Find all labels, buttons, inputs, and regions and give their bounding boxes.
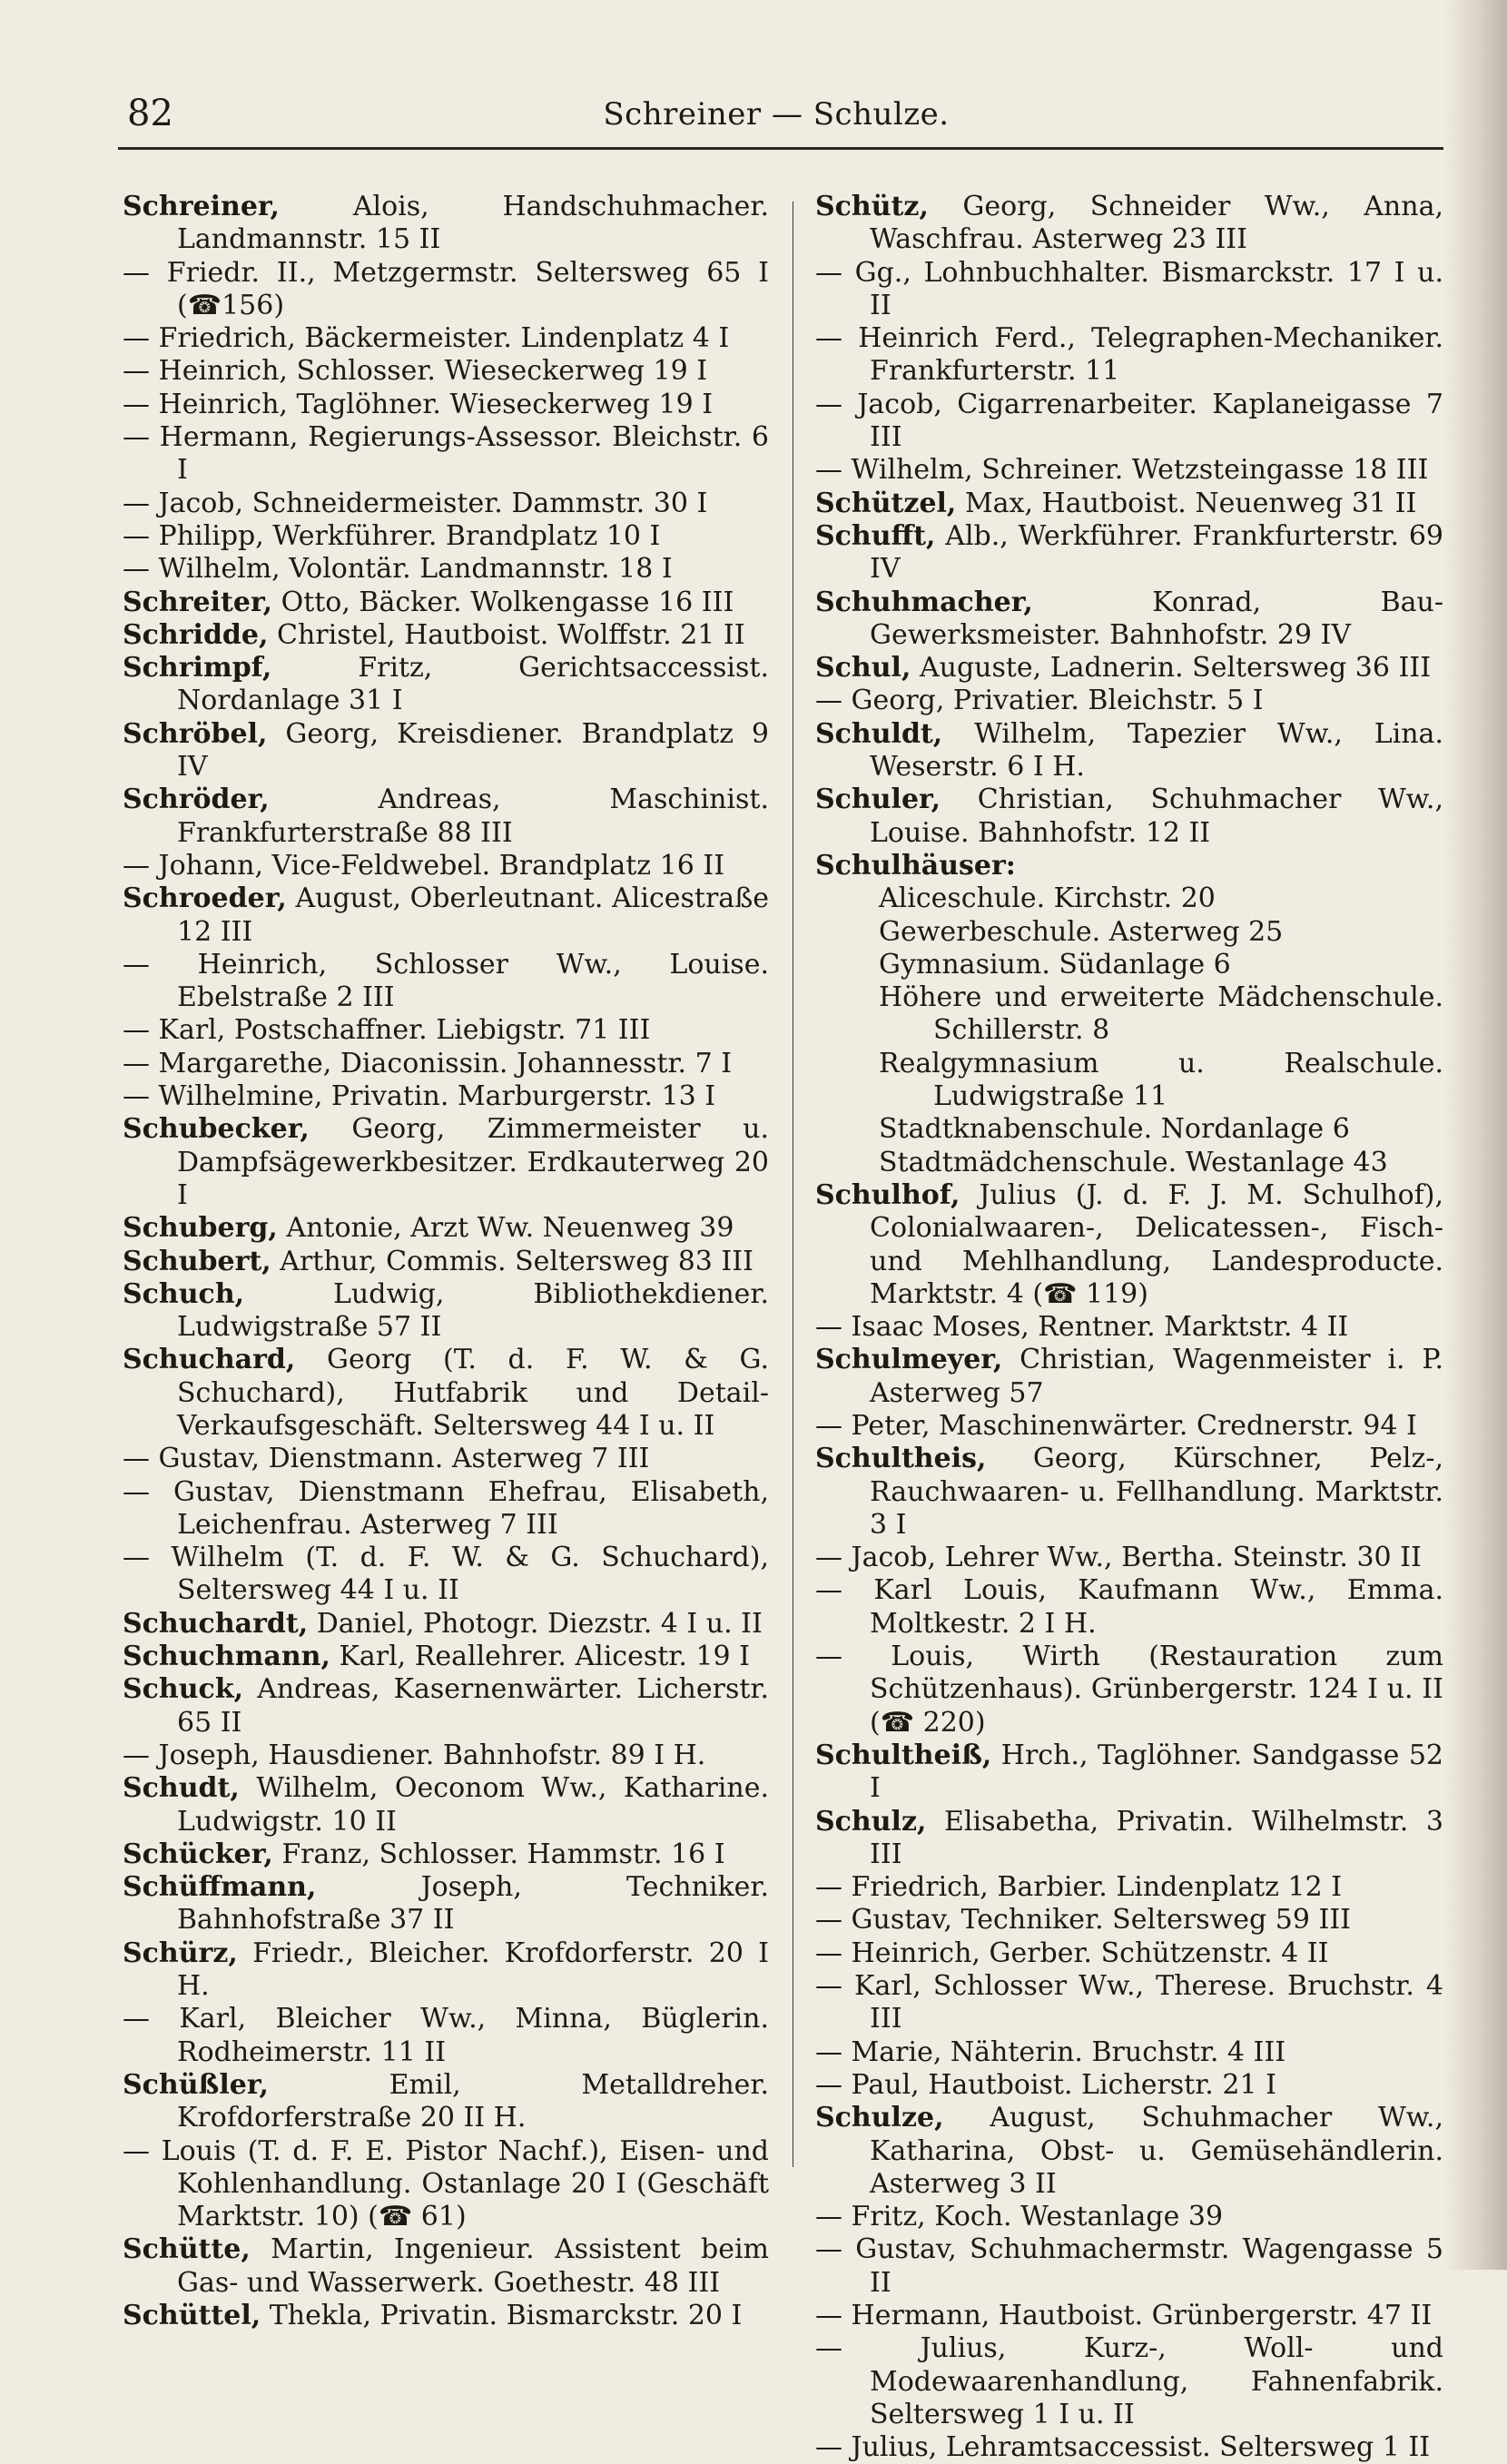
entry-details: — Louis, Wirth (Restauration zum Schützenhaus). Grünbergerstr. 124 I u. II (☎ 220) — [815, 1641, 1443, 1739]
directory-entry — [123, 1772, 769, 1838]
entry-surname: Schröder, — [123, 784, 270, 816]
entry-surname: Schüttel, — [123, 2300, 261, 2331]
entry-surname: Schürz, — [123, 1937, 238, 1969]
entry-details: Stadtknabenschule. Nordanlage 6 — [879, 1113, 1350, 1146]
entry-details: August, Oberleutnant. Alicestraße 12 III — [177, 882, 769, 948]
entry-surname: Schuhmacher, — [815, 586, 1033, 618]
directory-entry — [815, 454, 1443, 487]
entry-details: Thekla, Privatin. Bismarckstr. 20 I — [269, 2300, 743, 2331]
entry-details: Hrch., Taglöhner. Sandgasse 52 I — [870, 1739, 1443, 1805]
directory-entry — [123, 1080, 769, 1113]
entry-details: Georg, Zimmermeister u. Dampfsägewerkbesitzer. Erdkauterweg 20 I — [177, 1113, 769, 1211]
directory-entry — [815, 191, 1443, 257]
entry-details: Höhere und erweiterte Mädchenschule. Schillerstr. 8 — [879, 981, 1443, 1047]
entry-details: Georg, Kreisdiener. Brandplatz 9 IV — [177, 717, 769, 784]
entry-surname: Schultheis, — [815, 1443, 987, 1475]
directory-entry — [123, 1113, 769, 1212]
entry-surname: Schützel, — [815, 487, 957, 519]
entry-details: — Hermann, Hautboist. Grünbergerstr. 47 II — [815, 2300, 1433, 2331]
directory-entry — [815, 916, 1443, 949]
directory-entry — [123, 257, 769, 323]
entry-details: Alb., Werkführer. Frankfurterstr. 69 IV — [870, 519, 1443, 586]
entry-details: — Peter, Maschinenwärter. Crednerstr. 94 I — [815, 1409, 1417, 1442]
directory-entry — [815, 1443, 1443, 1542]
entry-details: — Julius, Lehramtsaccessist. Seltersweg 1 II — [815, 2431, 1431, 2464]
entry-details: Gewerbeschule. Asterweg 25 — [879, 915, 1284, 948]
directory-entry — [123, 1212, 769, 1245]
entry-details: Karl, Reallehrer. Alicestr. 19 I — [339, 1641, 750, 1673]
entry-details: Christian, Wagenmeister i. P. Asterweg 57 — [870, 1344, 1443, 1409]
directory-entry — [815, 882, 1443, 915]
entry-details: — Friedrich, Bäckermeister. Lindenplatz 4 I — [123, 322, 730, 355]
entry-details: — Karl, Schlosser Ww., Therese. Bruchstr. 4 III — [815, 1970, 1443, 2035]
entry-details: — Paul, Hautboist. Licherstr. 21 I — [815, 2068, 1276, 2101]
entry-details: — Jacob, Lehrer Ww., Bertha. Steinstr. 30 II — [815, 1542, 1422, 1574]
entry-details: Konrad, Bau-Gewerksmeister. Bahnhofstr. 29 IV — [870, 586, 1443, 651]
entry-details: — Heinrich, Gerber. Schützenstr. 4 II — [815, 1937, 1329, 1969]
entry-surname: Schüffmann, — [123, 1871, 317, 1904]
directory-entry — [123, 1608, 769, 1641]
directory-entry — [815, 322, 1443, 389]
entry-details: — Wilhelm (T. d. F. W. & G. Schuchard), Seltersweg 44 I u. II — [123, 1542, 769, 1607]
entry-surname: Schreiner, — [123, 191, 280, 222]
entry-details: — Wilhelm, Volontär. Landmannstr. 18 I — [123, 553, 673, 586]
directory-entry — [123, 850, 769, 882]
entry-surname: Schulze, — [815, 2102, 944, 2134]
directory-entry — [123, 2003, 769, 2069]
directory-entry — [123, 2233, 769, 2300]
directory-entry — [815, 2069, 1443, 2102]
directory-entry — [815, 685, 1443, 717]
directory-entry — [815, 784, 1443, 850]
directory-entry — [123, 488, 769, 520]
entry-details: — Jacob, Schneidermeister. Dammstr. 30 I — [123, 487, 708, 519]
entry-surname: Schulhäuser: — [815, 849, 1016, 882]
directory-entry — [123, 882, 769, 949]
entry-surname: Schrimpf, — [123, 652, 272, 685]
entry-details: Friedr., Bleicher. Krofdorferstr. 20 I H. — [177, 1937, 769, 2003]
entry-details: — Heinrich, Schlosser. Wieseckerweg 19 I — [123, 355, 708, 388]
page-header — [118, 89, 1434, 153]
directory-entry — [123, 1443, 769, 1475]
entry-details: — Isaac Moses, Rentner. Marktstr. 4 II — [815, 1311, 1349, 1344]
entry-details: Arthur, Commis. Seltersweg 83 III — [280, 1245, 754, 1277]
entry-details: — Gustav, Schuhmachermstr. Wagengasse 5 II — [815, 2233, 1443, 2299]
directory-entry — [815, 1542, 1443, 1574]
entry-details: — Heinrich, Schlosser Ww., Louise. Ebelstraße 2 III — [123, 948, 769, 1014]
entry-surname: Schufft, — [815, 519, 936, 552]
entry-details: Aliceschule. Kirchstr. 20 — [879, 882, 1216, 915]
entry-surname: Schuck, — [123, 1673, 244, 1706]
entry-details: — Jacob, Cigarrenarbeiter. Kaplaneigasse 7 III — [815, 388, 1443, 454]
directory-entry — [815, 850, 1443, 882]
entry-surname: Schütz, — [815, 191, 929, 222]
directory-entry — [123, 1641, 769, 1673]
right-column — [815, 191, 1443, 2464]
entry-details: — Karl, Postschaffner. Liebigstr. 71 III — [123, 1014, 651, 1047]
directory-entry — [815, 981, 1443, 1048]
entry-surname: Schröbel, — [123, 717, 268, 750]
entry-surname: Schuchard, — [123, 1344, 296, 1376]
directory-entry — [815, 1179, 1443, 1311]
entry-details: Martin, Ingenieur. Assistent beim Gas- und Wasserwerk. Goethestr. 48 III — [177, 2233, 769, 2299]
directory-entry — [815, 2036, 1443, 2069]
directory-entry — [123, 1344, 769, 1443]
entry-details: Daniel, Photogr. Diezstr. 4 I u. II — [316, 1607, 763, 1640]
directory-entry — [123, 355, 769, 388]
directory-entry — [815, 1871, 1443, 1904]
entry-details: Georg, Schneider Ww., Anna, Waschfrau. Asterweg 23 III — [870, 191, 1443, 256]
directory-entry — [123, 619, 769, 652]
directory-entry — [815, 2233, 1443, 2300]
directory-entry — [123, 784, 769, 850]
entry-details: Georg, Kürschner, Pelz-, Rauchwaaren- u. Fellhandlung. Marktstr. 3 I — [870, 1443, 1443, 1541]
directory-entry — [123, 949, 769, 1015]
directory-entry — [123, 652, 769, 718]
directory-entry — [123, 1048, 769, 1080]
directory-entry — [815, 1937, 1443, 1970]
entry-surname: Schuberg, — [123, 1212, 278, 1245]
entry-details: Stadtmädchenschule. Westanlage 43 — [879, 1146, 1388, 1178]
directory-entry — [123, 191, 769, 257]
directory-entry — [815, 1344, 1443, 1410]
directory-entry — [123, 1542, 769, 1608]
entry-details: Joseph, Techniker. Bahnhofstraße 37 II — [177, 1871, 769, 1937]
directory-entry — [815, 257, 1443, 323]
header-rule — [118, 147, 1443, 150]
entry-details: Georg (T. d. F. W. & G. Schuchard), Hutfabrik und Detail-Verkaufsgeschäft. Seltersweg 44 I u. II — [177, 1344, 769, 1442]
entry-details: — Friedrich, Barbier. Lindenplatz 12 I — [815, 1871, 1343, 1904]
directory-entry — [815, 1904, 1443, 1937]
entry-details: Ludwig, Bibliothekdiener. Ludwigstraße 57 II — [177, 1277, 769, 1344]
directory-entry — [815, 389, 1443, 455]
left-column — [123, 191, 769, 2332]
entry-details: Alois, Handschuhmacher. Landmannstr. 15 II — [177, 191, 769, 256]
entry-details: — Gg., Lohnbuchhalter. Bismarckstr. 17 I u. II — [815, 256, 1443, 321]
entry-surname: Schücker, — [123, 1838, 273, 1870]
entry-details: August, Schuhmacher Ww., Katharina, Obst- u. Gemüsehändlerin. Asterweg 3 II — [870, 2102, 1443, 2200]
directory-entry — [123, 1278, 769, 1345]
directory-entry — [123, 1871, 769, 1937]
directory-entry — [815, 949, 1443, 981]
directory-entry — [123, 1937, 769, 2004]
page-number: 82 — [127, 93, 173, 134]
running-title: Schreiner — Schulze. — [603, 96, 950, 133]
entry-surname: Schulhof, — [815, 1178, 960, 1211]
directory-entry — [123, 2135, 769, 2234]
entry-details: — Julius, Kurz-, Woll- und Modewaarenhandlung, Fahnenfabrik. Seltersweg 1 I u. II — [815, 2332, 1443, 2430]
entry-details: Realgymnasium u. Realschule. Ludwigstraße 11 — [879, 1047, 1443, 1113]
directory-entry — [123, 1014, 769, 1047]
entry-surname: Schulmeyer, — [815, 1344, 1003, 1376]
directory-entry — [123, 1246, 769, 1278]
directory-entry — [815, 2300, 1443, 2332]
entry-details: — Gustav, Dienstmann Ehefrau, Elisabeth, Leichenfrau. Asterweg 7 III — [123, 1475, 769, 1541]
entry-surname: Schroeder, — [123, 882, 287, 915]
entry-surname: Schuchmann, — [123, 1641, 330, 1673]
directory-entry — [815, 2102, 1443, 2201]
entry-surname: Schuldt, — [815, 717, 943, 750]
entry-details: Andreas, Kasernenwärter. Licherstr. 65 II — [177, 1673, 769, 1739]
entry-details: Julius (J. d. F. J. M. Schulhof), Colonialwaaren-, Delicatessen-, Fisch- und Mehlhandlung, Landesproducte. Marktstr. 4 (☎ 119) — [870, 1178, 1443, 1310]
entry-details: Wilhelm, Tapezier Ww., Lina. Weserstr. 6 I H. — [870, 717, 1443, 784]
entry-details: — Louis (T. d. F. E. Pistor Nachf.), Eisen- und Kohlenhandlung. Ostanlage 20 I (Geschäft Marktstr. 10) (☎ 61) — [123, 2134, 769, 2233]
entry-details: — Hermann, Regierungs-Assessor. Bleichstr. 6 I — [123, 421, 769, 487]
entry-details: — Margarethe, Diaconissin. Johannesstr. 7 I — [123, 1047, 733, 1079]
entry-details: Christian, Schuhmacher Ww., Louise. Bahnhofstr. 12 II — [870, 784, 1443, 849]
entry-surname: Schubecker, — [123, 1113, 310, 1146]
entry-details: — Karl Louis, Kaufmann Ww., Emma. Moltkestr. 2 I H. — [815, 1574, 1443, 1640]
directory-entry — [123, 718, 769, 784]
entry-details: — Fritz, Koch. Westanlage 39 — [815, 2201, 1224, 2233]
directory-entry — [123, 586, 769, 619]
directory-entry — [815, 718, 1443, 784]
entry-details: — Wilhelmine, Privatin. Marburgerstr. 13 I — [123, 1080, 716, 1113]
entry-details: — Johann, Vice-Feldwebel. Brandplatz 16 II — [123, 849, 725, 882]
entry-surname: Schreiter, — [123, 586, 273, 618]
directory-entry — [815, 1970, 1443, 2036]
directory-entry — [815, 1806, 1443, 1872]
directory-entry — [815, 1641, 1443, 1740]
entry-details: Elisabetha, Privatin. Wilhelmstr. 3 III — [870, 1805, 1443, 1870]
directory-entry — [815, 1410, 1443, 1443]
directory-entry — [123, 322, 769, 355]
entry-surname: Schul, — [815, 652, 911, 685]
directory-entry — [815, 1113, 1443, 1146]
entry-details: Fritz, Gerichtsaccessist. Nordanlage 31 I — [177, 652, 769, 717]
entry-surname: Schudt, — [123, 1772, 240, 1805]
entry-details: Emil, Metalldreher. Krofdorferstraße 20 II H. — [177, 2068, 769, 2134]
entry-details: — Philipp, Werkführer. Brandplatz 10 I — [123, 519, 661, 552]
entry-surname: Schubert, — [123, 1245, 271, 1277]
directory-entry — [815, 2201, 1443, 2233]
entry-details: — Wilhelm, Schreiner. Wetzsteingasse 18 III — [815, 454, 1429, 487]
directory-entry — [123, 2069, 769, 2135]
entry-details: — Heinrich Ferd., Telegraphen-Mechaniker. Frankfurterstr. 11 — [815, 322, 1443, 388]
entry-details: Gymnasium. Südanlage 6 — [879, 948, 1231, 981]
entry-details: Auguste, Ladnerin. Seltersweg 36 III — [919, 652, 1432, 685]
entry-details: Christel, Hautboist. Wolffstr. 21 II — [276, 618, 745, 651]
entry-details: — Gustav, Techniker. Seltersweg 59 III — [815, 1904, 1352, 1937]
directory-entry — [123, 520, 769, 553]
directory-entry — [815, 520, 1443, 586]
entry-details: Antonie, Arzt Ww. Neuenweg 39 — [286, 1212, 734, 1245]
entry-details: Otto, Bäcker. Wolkengasse 16 III — [281, 586, 734, 618]
entry-surname: Schüßler, — [123, 2068, 269, 2101]
page-edge-shadow — [1443, 0, 1507, 2270]
entry-details: Franz, Schlosser. Hammstr. 16 I — [281, 1838, 725, 1870]
entry-details: Max, Hautboist. Neuenweg 31 II — [964, 487, 1417, 519]
directory-entry — [815, 586, 1443, 653]
directory-entry — [815, 1147, 1443, 1179]
entry-details: Wilhelm, Oeconom Ww., Katharine. Ludwigstr. 10 II — [177, 1772, 770, 1838]
entry-surname: Schuchardt, — [123, 1607, 309, 1640]
directory-entry — [123, 421, 769, 488]
directory-entry — [815, 1740, 1443, 1806]
directory-entry — [815, 2431, 1443, 2464]
entry-surname: Schultheiß, — [815, 1739, 992, 1771]
entry-details: — Karl, Bleicher Ww., Minna, Büglerin. Rodheimerstr. 11 II — [123, 2003, 769, 2068]
directory-entry — [815, 1048, 1443, 1114]
entry-details: Andreas, Maschinist. Frankfurterstraße 88 III — [177, 784, 769, 849]
directory-entry — [123, 1838, 769, 1871]
entry-details: — Joseph, Hausdiener. Bahnhofstr. 89 I H. — [123, 1739, 706, 1771]
entry-surname: Schulz, — [815, 1805, 927, 1838]
entry-surname: Schütte, — [123, 2233, 251, 2266]
directory-entry — [123, 1476, 769, 1542]
entry-details: — Heinrich, Taglöhner. Wieseckerweg 19 I — [123, 388, 714, 420]
directory-entry — [123, 2300, 769, 2332]
directory-entry — [123, 1673, 769, 1740]
entry-surname: Schuch, — [123, 1277, 245, 1310]
directory-entry — [815, 1574, 1443, 1641]
directory-entry — [123, 553, 769, 586]
entry-details: — Friedr. II., Metzgermstr. Seltersweg 65 I (☎156) — [123, 256, 769, 321]
directory-entry — [123, 389, 769, 421]
directory-entry — [815, 652, 1443, 685]
directory-entry — [123, 1740, 769, 1772]
entry-surname: Schuler, — [815, 784, 941, 816]
directory-entry — [815, 1311, 1443, 1344]
entry-details: — Georg, Privatier. Bleichstr. 5 I — [815, 685, 1264, 717]
entry-surname: Schridde, — [123, 618, 269, 651]
entry-details: — Gustav, Dienstmann. Asterweg 7 III — [123, 1443, 650, 1475]
directory-entry — [815, 488, 1443, 520]
entry-details: — Marie, Nähterin. Bruchstr. 4 III — [815, 2035, 1286, 2068]
directory-entry — [815, 2332, 1443, 2431]
